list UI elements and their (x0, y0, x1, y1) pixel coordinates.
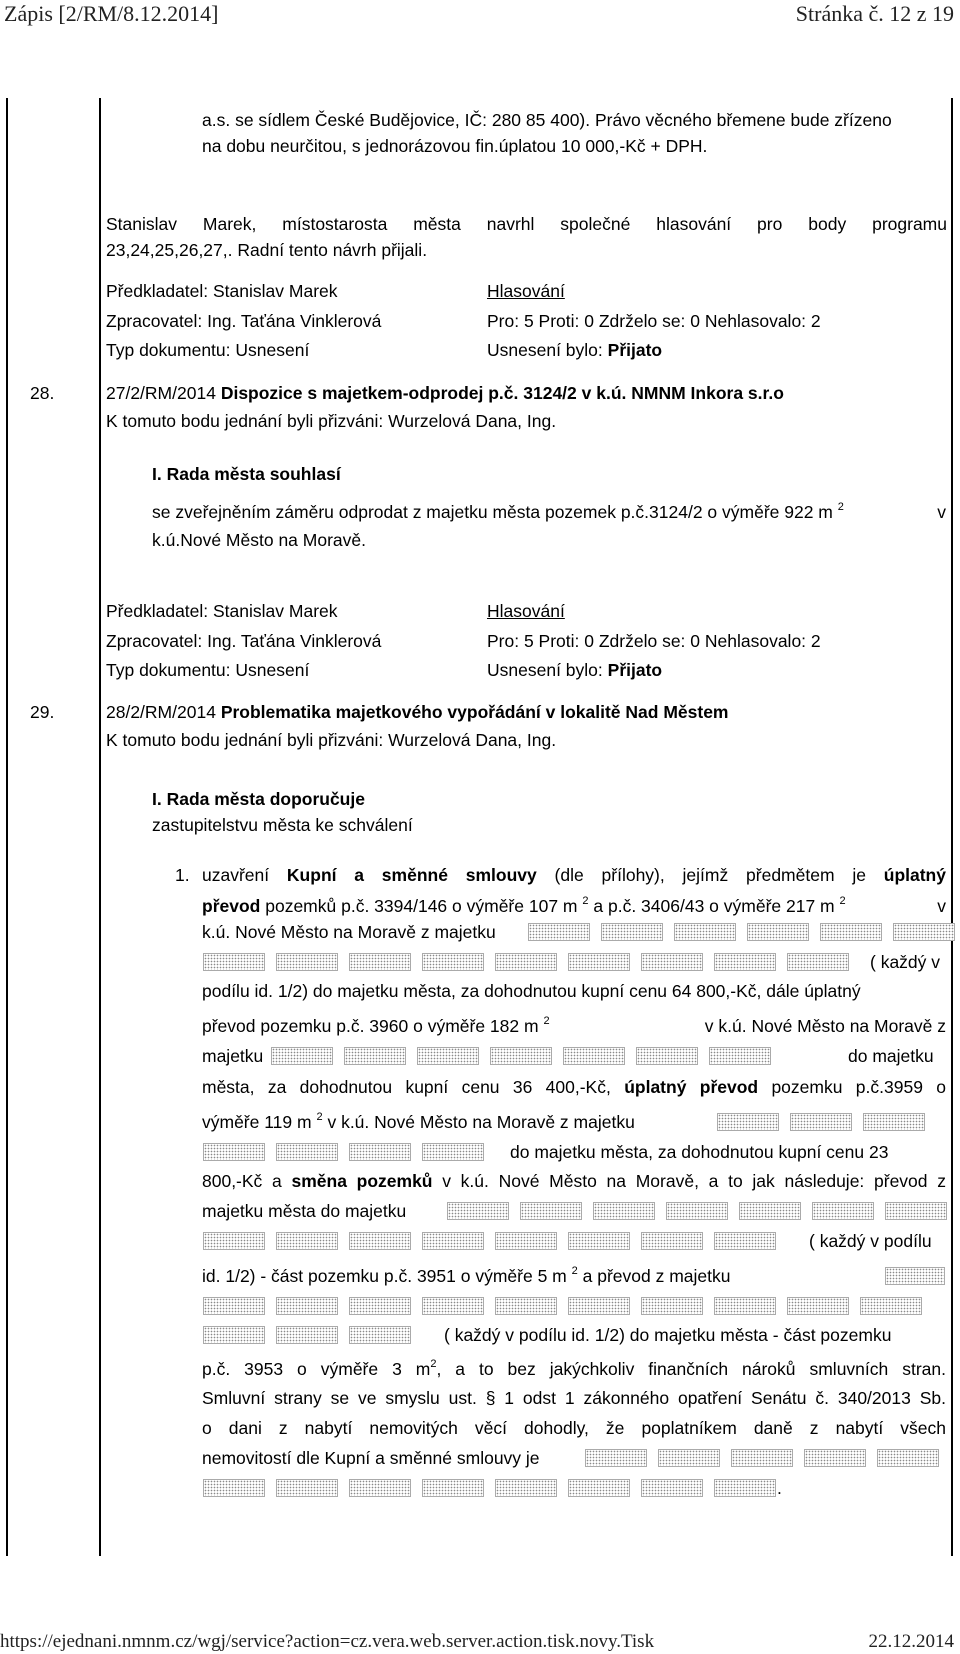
item-29-heading (106, 699, 729, 725)
para-h2: úplatný převod (624, 1077, 759, 1097)
redacted-block (344, 1047, 406, 1065)
para-t1: . (777, 1478, 782, 1498)
para-p2: , a to bez jakýchkoliv finančních nároků smluvních stran. (436, 1359, 946, 1379)
redacted-block (422, 953, 484, 971)
resolution-status-value-2: Přijato (607, 660, 663, 680)
para-j1: do majetku města, za dohodnutou kupní cenu 23 (510, 1142, 889, 1162)
proposal-line-2: 23,24,25,26,27,. Radní tento návrh přijali. (106, 240, 428, 260)
item-29-title: Problematika majetkového vypořádání v lokalitě Nad Městem (220, 702, 729, 722)
para-sup-b3: 2 (839, 895, 846, 907)
para-n1: id. 1/2) - část pozemku p.č. 3951 o výměře 5 m (202, 1266, 567, 1286)
para-n2: a převod z majetku (582, 1266, 731, 1286)
para-k2: směna pozemků (291, 1171, 433, 1191)
redaction-row-i (716, 1109, 926, 1135)
redacted-block (422, 1479, 484, 1497)
resolution-status-label: Usnesení bylo: (487, 340, 603, 360)
resolution-status (487, 337, 662, 363)
item-28-sup: 2 (837, 501, 844, 513)
item-28-resolution: I. Rada města souhlasí (152, 464, 341, 484)
para-sup-b2: 2 (582, 895, 589, 907)
redacted-block (714, 1232, 776, 1250)
item-29-code: 28/2/RM/2014 (106, 702, 216, 722)
para-line-h (202, 1074, 946, 1100)
redacted-block (641, 1297, 703, 1315)
redacted-block (495, 1479, 557, 1497)
para-e1: podílu id. 1/2) do majetku města, za dohodnutou kupní cenu 64 800,-Kč, dále úplatný (202, 981, 861, 1001)
redaction-row-n2 (202, 1293, 923, 1319)
item-28-title: Dispozice s majetkem-odprodej p.č. 3124/2 v k.ú. NMNM Inkora s.r.o (220, 383, 784, 403)
redacted-block (203, 953, 265, 971)
redaction-row-o (202, 1322, 412, 1348)
redacted-block (422, 1297, 484, 1315)
redacted-block (276, 1143, 338, 1161)
para-p1: p.č. 3953 o výměře 3 m (202, 1359, 431, 1379)
voting-link[interactable]: Hlasování (487, 281, 565, 301)
item-29-invited: K tomuto bodu jednání byli přizváni: Wurzelová Dana, Ing. (106, 730, 557, 750)
resolution-status-value: Přijato (607, 340, 663, 360)
page-header-title: Zápis [2/RM/8.12.2014] (4, 1, 219, 26)
redaction-row-s (584, 1445, 940, 1471)
redaction-row-m (202, 1228, 777, 1254)
para-f2: v k.ú. Nové Město na Moravě z (704, 1016, 946, 1036)
redacted-block (568, 953, 630, 971)
redacted-block (276, 1297, 338, 1315)
redacted-block (714, 1479, 776, 1497)
redacted-block (820, 923, 882, 941)
redacted-block (422, 1143, 484, 1161)
footer-url: https://ejednani.nmnm.cz/wgj/service?action=cz.vera.web.server.action.tisk.novy.Tisk (0, 1631, 655, 1652)
page-number: Stránka č. 12 z 19 (795, 1, 954, 26)
item-28-code: 27/2/RM/2014 (106, 383, 216, 403)
redacted-block (349, 953, 411, 971)
para-g1: majetku (202, 1046, 264, 1066)
item-28-text-1 (152, 499, 946, 525)
redacted-block (593, 1202, 655, 1220)
redacted-block (863, 1113, 925, 1131)
para-k3: v k.ú. Nové Město na Moravě, a to jak následuje: převod z (442, 1171, 946, 1191)
item-28-text-2: k.ú.Nové Město na Moravě. (152, 530, 366, 550)
para-r1: o dani z nabytí nemovitých věcí dohodly, že poplatníkem daně z nabytí všech (202, 1418, 946, 1438)
list-number: 1. (175, 865, 190, 885)
doc-type-label-2: Typ dokumentu: Usnesení (106, 660, 310, 680)
para-b3: a p.č. 3406/43 o výměře 217 m (593, 896, 835, 916)
para-a4: úplatný (883, 865, 946, 885)
para-sup-f: 2 (543, 1015, 550, 1027)
table-border-inner (99, 98, 101, 1556)
para-d1: ( každý v (870, 952, 941, 972)
item-28-text-1b: v (937, 502, 946, 522)
redaction-row-t (202, 1475, 782, 1501)
processor-label-2: Zpracovatel: Ing. Taťána Vinklerová (106, 631, 382, 651)
redacted-block (731, 1449, 793, 1467)
redaction-row-c (527, 919, 956, 945)
para-b1: převod (202, 896, 261, 916)
redacted-block (495, 1232, 557, 1250)
para-line-c (202, 919, 496, 945)
redacted-block (636, 1047, 698, 1065)
para-line-k (202, 1168, 946, 1194)
redaction-row-g (270, 1043, 772, 1069)
redacted-block (276, 1479, 338, 1497)
redacted-block (893, 923, 955, 941)
redacted-block (528, 923, 590, 941)
redacted-block (885, 1267, 945, 1285)
redacted-block (349, 1326, 411, 1344)
para-sup-n: 2 (571, 1265, 578, 1277)
redacted-block (417, 1047, 479, 1065)
redacted-block (747, 923, 809, 941)
redaction-row-l (446, 1198, 948, 1224)
para-sup-p: 2 (430, 1358, 437, 1370)
para-k1: 800,-Kč a (202, 1171, 282, 1191)
para-f1: převod pozemku p.č. 3960 o výměře 182 m (202, 1016, 539, 1036)
redacted-block (860, 1297, 922, 1315)
redacted-block (276, 1326, 338, 1344)
para-sup-i: 2 (316, 1111, 323, 1123)
processor-label: Zpracovatel: Ing. Taťána Vinklerová (106, 311, 382, 331)
redacted-block (877, 1449, 939, 1467)
item-28-heading (106, 380, 784, 406)
redaction-row-j (202, 1139, 485, 1165)
vote-result-2: Pro: 5 Proti: 0 Zdrželo se: 0 Nehlasovalo: 2 (487, 631, 821, 651)
redacted-block (714, 1297, 776, 1315)
intro-line-2: na dobu neurčitou, s jednorázovou fin.úplatou 10 000,-Kč + DPH. (202, 136, 708, 156)
redacted-block (641, 1479, 703, 1497)
para-h3: pozemku p.č.3959 o (771, 1077, 946, 1097)
item-29-number: 29. (30, 702, 55, 722)
redacted-block (349, 1143, 411, 1161)
redacted-block (568, 1297, 630, 1315)
redacted-block (349, 1479, 411, 1497)
footer-date: 22.12.2014 (868, 1631, 954, 1652)
para-line-p (202, 1356, 946, 1382)
item-28-text-1a: se zveřejněním záměru odprodat z majetku města pozemek p.č.3124/2 o výměře 922 m (152, 502, 833, 522)
submitter-label: Předkladatel: Stanislav Marek (106, 281, 338, 301)
redacted-block (203, 1297, 265, 1315)
vote-result: Pro: 5 Proti: 0 Zdrželo se: 0 Nehlasovalo: 2 (487, 311, 821, 331)
doc-type-label: Typ dokumentu: Usnesení (106, 340, 310, 360)
redacted-block (203, 1232, 265, 1250)
table-border-left (6, 98, 8, 1556)
item-29-resolution: I. Rada města doporučuje (152, 789, 365, 809)
redacted-block (568, 1232, 630, 1250)
redacted-block (666, 1202, 728, 1220)
redacted-block (203, 1326, 265, 1344)
redacted-block (804, 1449, 866, 1467)
para-c1: k.ú. Nové Město na Moravě z majetku (202, 922, 496, 942)
redacted-block (422, 1232, 484, 1250)
redacted-block (641, 1232, 703, 1250)
para-h1: města, za dohodnutou kupní cenu 36 400,-Kč, (202, 1077, 611, 1097)
item-28-number: 28. (30, 383, 55, 403)
redacted-block (563, 1047, 625, 1065)
redacted-block (203, 1479, 265, 1497)
redacted-block (203, 1143, 265, 1161)
redacted-block (349, 1297, 411, 1315)
para-line-n (202, 1263, 730, 1289)
para-line-a (202, 862, 946, 888)
intro-line-1: a.s. se sídlem České Budějovice, IČ: 280 85 400). Právo věcného břemene bude zřízeno (202, 110, 892, 130)
para-a2: Kupní a směnné smlouvy (286, 865, 537, 885)
redacted-block (787, 953, 849, 971)
para-a3: (dle přílohy), jejímž předmětem je (554, 865, 866, 885)
redacted-block (717, 1113, 779, 1131)
para-q1: Smluvní strany se ve smyslu ust. § 1 odst 1 zákonného opatření Senátu č. 340/2013 Sb. (202, 1388, 946, 1408)
redacted-block (276, 1232, 338, 1250)
redaction-row-n (884, 1263, 946, 1289)
para-line-i (202, 1109, 635, 1135)
redacted-block (641, 953, 703, 971)
redacted-block (601, 923, 663, 941)
para-l1: majetku města do majetku (202, 1201, 407, 1221)
para-a1: uzavření (202, 865, 270, 885)
item-29-subtitle: zastupitelstvu města ke schválení (152, 815, 413, 835)
submitter-label-2: Předkladatel: Stanislav Marek (106, 601, 338, 621)
para-i2: v k.ú. Nové Město na Moravě z majetku (327, 1112, 635, 1132)
para-b2: pozemků p.č. 3394/146 o výměře 107 m (265, 896, 578, 916)
para-o1: ( každý v podílu id. 1/2) do majetku města - část pozemku (444, 1325, 892, 1345)
para-line-b (202, 893, 946, 919)
redacted-block (585, 1449, 647, 1467)
para-s1: nemovitostí dle Kupní a směnné smlouvy je (202, 1448, 540, 1468)
redacted-block (658, 1449, 720, 1467)
para-line-f (202, 1013, 946, 1039)
redacted-block (885, 1202, 947, 1220)
redacted-block (349, 1232, 411, 1250)
para-i1: výměře 119 m (202, 1112, 312, 1132)
redacted-block (447, 1202, 509, 1220)
redacted-block (674, 923, 736, 941)
para-g2: do majetku (848, 1046, 934, 1066)
resolution-status-2 (487, 657, 662, 683)
redacted-block (739, 1202, 801, 1220)
para-b4: v (937, 896, 946, 916)
redacted-block (709, 1047, 771, 1065)
redacted-block (276, 953, 338, 971)
redacted-block (490, 1047, 552, 1065)
redacted-block (787, 1297, 849, 1315)
redacted-block (520, 1202, 582, 1220)
redacted-block (714, 953, 776, 971)
redacted-block (495, 1297, 557, 1315)
redacted-block (568, 1479, 630, 1497)
voting-link-2[interactable]: Hlasování (487, 601, 565, 621)
redacted-block (271, 1047, 333, 1065)
redacted-block (812, 1202, 874, 1220)
redacted-block (495, 953, 557, 971)
para-m1: ( každý v podílu (809, 1231, 932, 1251)
redaction-row-d (202, 949, 850, 975)
resolution-status-label-2: Usnesení bylo: (487, 660, 603, 680)
item-28-invited: K tomuto bodu jednání byli přizváni: Wurzelová Dana, Ing. (106, 411, 557, 431)
table-border-right (951, 98, 953, 1556)
redacted-block (790, 1113, 852, 1131)
proposal-line-1: Stanislav Marek, místostarosta města navrhl společné hlasování pro body programu (106, 214, 947, 234)
